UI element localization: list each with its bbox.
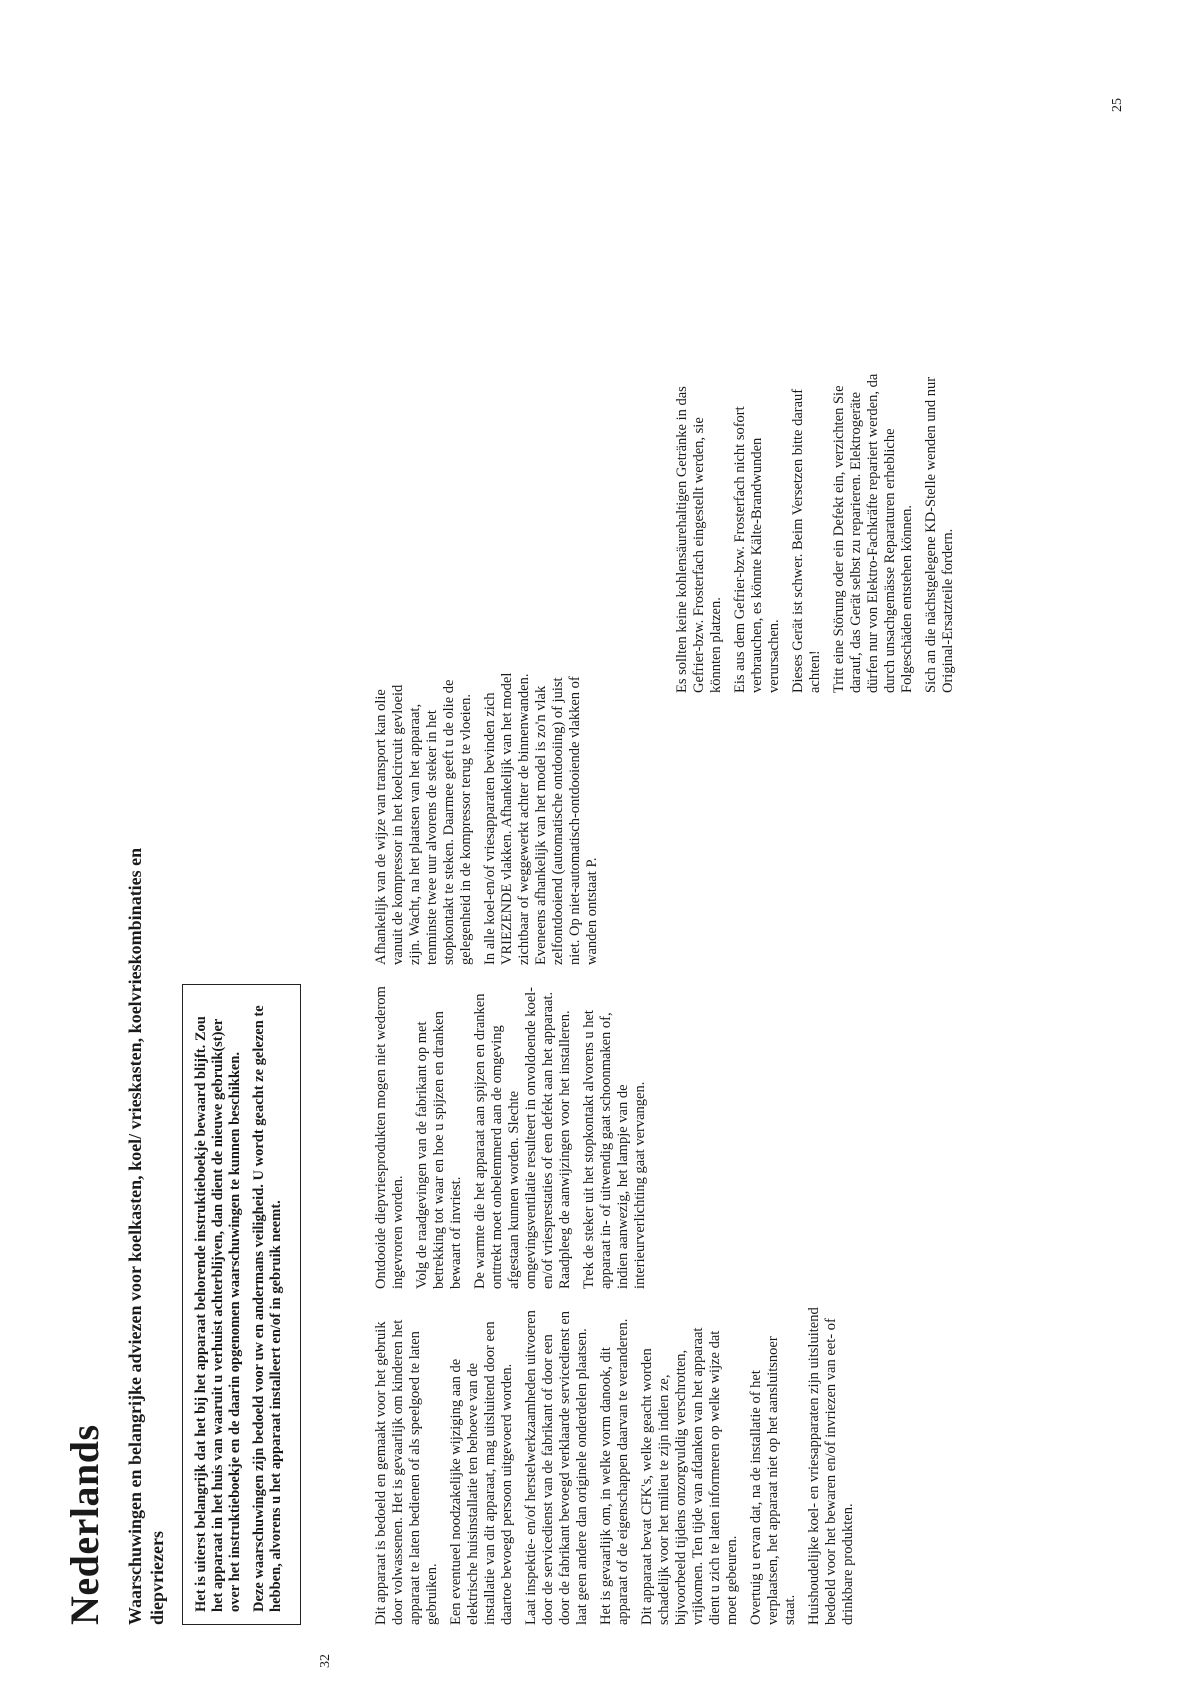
paragraph: De warmte die het apparaat aan spijzen en dranken onttrekt moet onbelemmerd aan de omgeving afgestaan kunnen worden. Slechte omgevingsventilatie resulteert in onvoldoende koel- en/of vriesprestaties of een defekt aan het apparaat. Raadpleeg de aanwijzingen voor het installeren.: [472, 986, 573, 1289]
warning-box: [182, 984, 301, 1625]
page-number-left: 32: [318, 1654, 333, 1668]
paragraph: Huishoudelijke koel- en vriesapparaten zijn uitsluitend bedoeld voor het bewaren en/of invriezen van eet- of drinkbare produkten.: [806, 1307, 856, 1625]
paragraph: Het is gevaarlijk om, in welke vorm danook, dit apparaat of de eigenschappen daarvan te veranderen.: [598, 1318, 631, 1625]
paragraph: Tritt eine Störung oder ein Defekt ein, verzichten Sie darauf, das Gerät selbst zu reparieren. Elektrogeräte dürfen nur von Elektro-Fachkräfte repariert werden, da durch unsachgemässe Reparaturen erhebliche Folgeschäden entstehen können.: [831, 373, 915, 693]
rotated-spread: [62, 0, 1190, 1625]
section-heading: Waarschuwingen en belangrijke adviezen voor koelkasten, koel/ vrieskasten, koelvrieskombinaties en diepvriezers: [125, 847, 167, 1625]
paragraph: Dieses Gerät ist schwer. Beim Versetzen bitte darauf achten!: [790, 388, 823, 693]
page-title: Nederlands: [62, 1424, 107, 1625]
paragraph: Eis aus dem Gefrier-bzw. Frosterfach nicht sofort verbrauchen, es könnte Kälte-Brandwunden verursachen.: [732, 406, 782, 693]
paragraph: Overtuig u ervan dat, na de installatie of het verplaatsen, het apparaat niet op het aansluitsnoer staat.: [748, 1336, 798, 1625]
paragraph: Volg de raadgevingen van de fabrikant op met betrekking tot waar en hoe u spijzen en dranken bewaart of invriest.: [414, 1011, 464, 1289]
paragraph: Sich an die nächstgelegene KD-Stelle wenden und nur Original-Ersatzteile fordern.: [923, 376, 956, 693]
dutch-column-1: [373, 1305, 864, 1625]
dutch-column-3: [373, 669, 608, 965]
paragraph: Ontdooide diepvriesprodukten mogen niet wederom ingevroren worden.: [373, 986, 406, 1289]
dutch-header-block: [62, 845, 311, 1625]
paragraph: Dit apparaat is bedoeld en gemaakt voor het gebruik door volwassenen. Het is gevaarlijk om kinderen het apparaat te laten bedienen of als speelgoed te laten gebruiken.: [373, 1319, 440, 1625]
warning-paragraph: Het is uiterst belangrijk dat het bij het apparaat behorende instruktieboekje bewaard blijft. Zou het apparaat in het huis van waaruit u verhuist achterblijven, dan dient de nieuwe gebruik(st)er over het instruktieboekje en de daarin opgenomen waarschuwingen te kunnen beschikken.: [193, 1016, 243, 1612]
paragraph: Dit apparaat bevat CFK's, welke geacht worden schadelijk voor het milieu te zijn indien ze, bijvoorbeeld tijdens onzorgvuldig verschrotten, vrijkomen. Ten tijde van afdanken van het apparaat dient u zich te laten informeren op welke wijze dat moet gebeuren.: [639, 1327, 740, 1625]
paragraph: Trek de steker uit het stopkontakt alvorens u het apparaat in- of uitwendig gaat schoonmaken of, indien aanwezig, het lampje van de interieurverlichting gaat vervangen.: [581, 1010, 648, 1289]
paragraph: Een eventueel noodzakelijke wijziging aan de elektrische huisinstallatie ten behoeve van de installatie van dit apparaat, mag uitsluitend door een daartoe bevoegd persoon uitgevoerd worden.: [448, 1321, 515, 1625]
dutch-column-2: [373, 981, 656, 1289]
paragraph: Es sollten keine kohlensäurehaltigen Getränke in das Gefrier-bzw. Frosterfach eingestellt werden, sie könnten platzen.: [674, 386, 724, 693]
german-column: [674, 371, 964, 693]
paragraph: Laat inspektie- en/of herstelwerkzaamheden uitvoeren door de servicedienst van de fabrikant of door een door de fabrikant bevoegd verklaarde servicedienst en laat geen andere dan originele onderdelen plaatsen.: [523, 1310, 590, 1625]
page-number-right: 25: [1110, 98, 1125, 112]
paragraph: Afhankelijk van de wijze van transport kan olie vanuit de kompressor in het koelcircuit gevloeid zijn. Wacht, na het plaatsen van het apparaat, tenminste twee uur alvorens de steker in het stopkontakt te steken. Daarmee geeft u de olie de gelegenheid in de kompressor terug te vloeien.: [373, 679, 474, 965]
warning-paragraph: Deze waarschuwingen zijn bedoeld voor uw en andermans veiligheid. U wordt geacht ze gelezen te hebben, alvorens u het apparaat installeert en/of in gebruik neemt.: [251, 1005, 284, 1612]
paragraph: In alle koel-en/of vriesapparaten bevinden zich VRIEZENDE vlakken. Afhankelijk van het model zichtbaar of weggewerkt achter de binnenwanden. Eveneens afhankelijk van het model is zo'n vlak zelfontdooiend (automatische ontdooiing) of juist niet. Op niet-automatisch-ontdooiende vlakken of wanden ontstaat P.: [482, 672, 600, 965]
